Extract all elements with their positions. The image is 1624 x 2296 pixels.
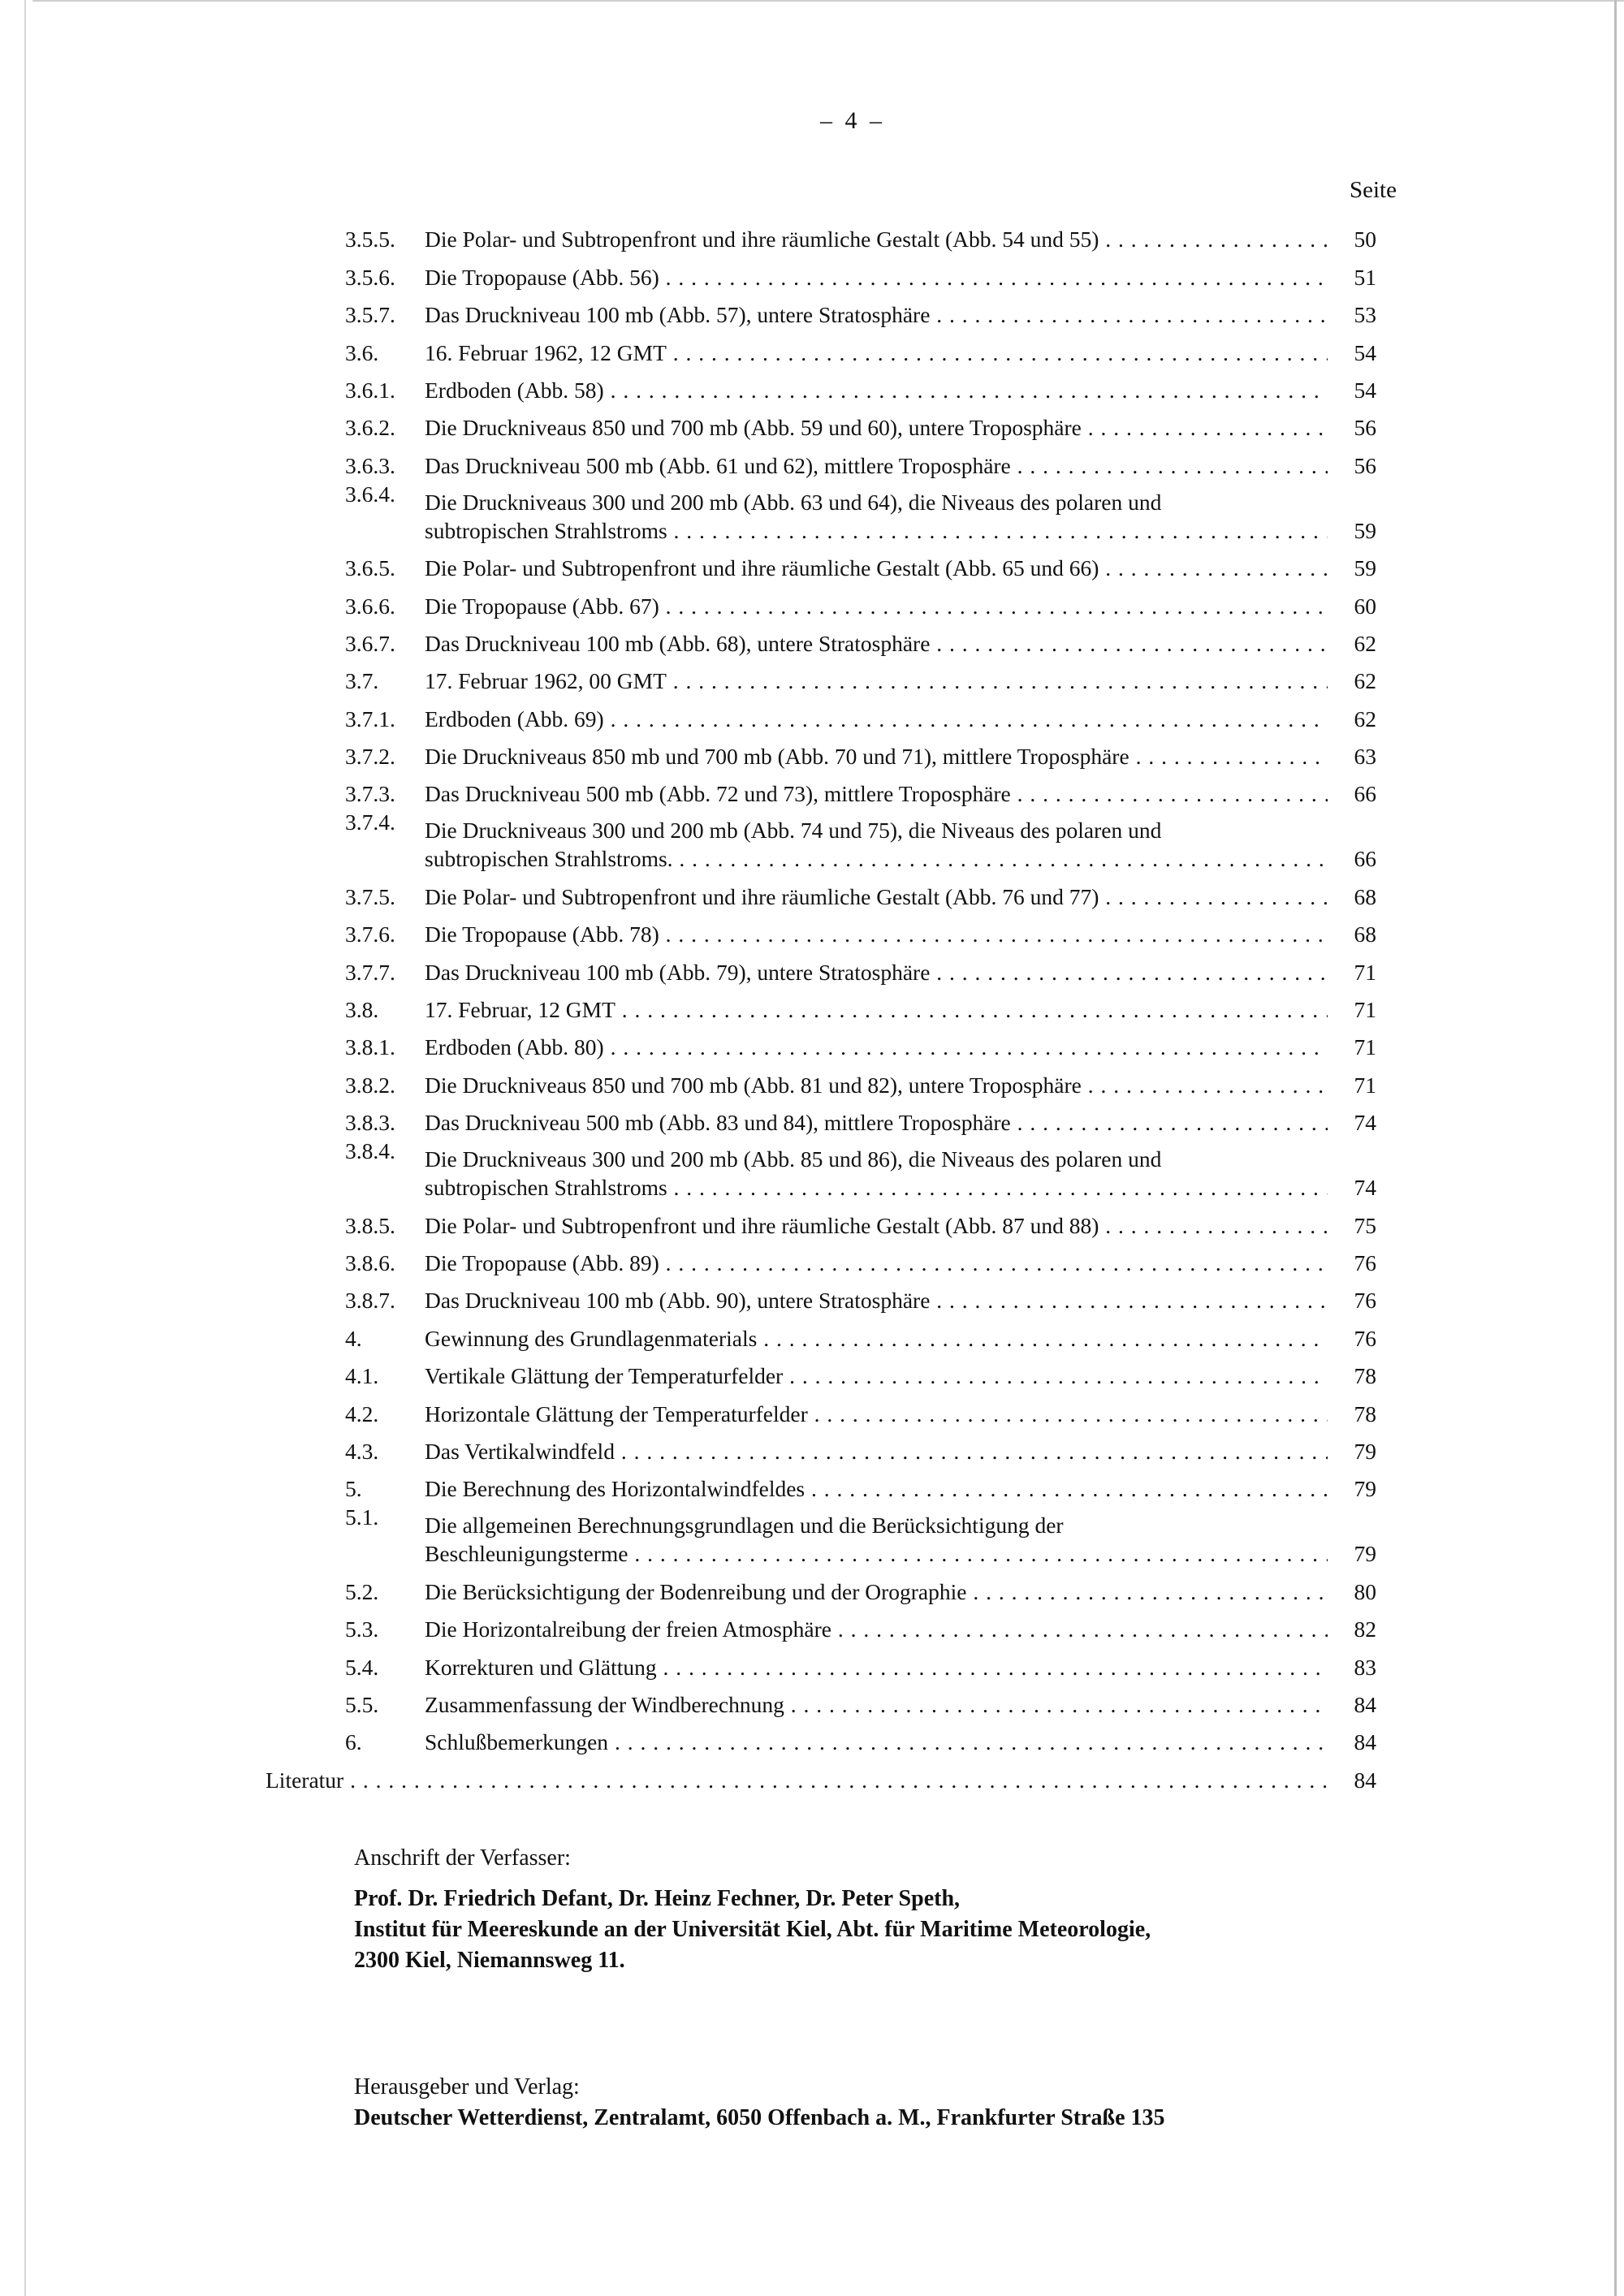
toc-entry-number: 3.6.3. xyxy=(345,452,395,478)
toc-entry-page: 54 xyxy=(1354,339,1376,365)
toc-entry-title-line1: Die Druckniveaus 300 und 200 mb (Abb. 63 und 64), die Niveaus des polaren und xyxy=(425,489,1162,515)
toc-entry xyxy=(345,658,1376,695)
toc-entry xyxy=(345,329,1376,366)
toc-entry-page: 75 xyxy=(1354,1212,1376,1238)
toc-entry-number: 4.2. xyxy=(345,1400,379,1426)
toc-entry-page: 84 xyxy=(1354,1729,1376,1755)
toc-entry-page: 79 xyxy=(1354,1438,1376,1464)
toc-entry-title-text: subtropischen Strahlstroms. . . . xyxy=(425,846,1328,871)
toc-entry-title xyxy=(425,1690,1328,1719)
toc-entry-title-text: Die Horizontalreibung der freien Atmosphäre . . . xyxy=(425,1616,1328,1642)
toc-entry xyxy=(345,442,1376,479)
address-street: 2300 Kiel, Niemannsweg 11. xyxy=(354,1948,625,1973)
address-authors: Prof. Dr. Friedrich Defant, Dr. Heinz Fechner, Dr. Peter Speth, xyxy=(354,1886,961,1911)
toc-entry-title xyxy=(266,1766,1328,1794)
toc-entry-number: 3.5.6. xyxy=(345,264,395,290)
publisher-info xyxy=(354,2072,1491,2134)
toc-entry-number: 3.8.4. xyxy=(345,1138,395,1164)
toc-entry xyxy=(345,733,1376,770)
toc-entry-title-text: Die Berücksichtigung der Bodenreibung und der Orographie . . . xyxy=(425,1579,1328,1604)
toc-entry xyxy=(345,582,1376,619)
author-address xyxy=(354,1843,1491,1976)
toc-entry xyxy=(345,480,1376,545)
toc-entry-page: 71 xyxy=(1354,1034,1376,1060)
toc-entry xyxy=(345,948,1376,986)
toc-entry xyxy=(345,808,1376,873)
toc-entry-title xyxy=(425,1108,1328,1137)
toc-entry-title-text: Das Druckniveau 100 mb (Abb. 79), untere Stratosphäre . . . xyxy=(425,960,1328,985)
toc-entry-title-text: Die Tropopause (Abb. 89) . . . xyxy=(425,1250,1328,1275)
toc-entry-number: 3.6.7. xyxy=(345,630,395,656)
toc-entry xyxy=(266,1756,1376,1793)
toc-entry-page: 78 xyxy=(1354,1363,1376,1389)
toc-entry-title xyxy=(425,376,1328,404)
toc-entry-number: 3.8.6. xyxy=(345,1249,395,1275)
toc-entry-page: 63 xyxy=(1354,744,1376,770)
scan-edge-top xyxy=(32,0,1624,2)
toc-entry-title-text: Die Polar- und Subtropenfront und ihre räumliche Gestalt (Abb. 54 und 55) . . . xyxy=(425,227,1328,252)
toc-entry-title xyxy=(425,592,1328,620)
toc-entry-title xyxy=(425,705,1328,733)
toc-entry xyxy=(345,1202,1376,1239)
toc-entry-title-text: Korrekturen und Glättung . . . xyxy=(425,1655,1328,1680)
toc-entry-title xyxy=(425,1728,1328,1756)
publisher-address: Deutscher Wetterdienst, Zentralamt, 6050 Offenbach a. M., Frankfurter Straße 135 xyxy=(354,2105,1165,2130)
toc-entry xyxy=(345,1314,1376,1352)
toc-entry xyxy=(345,1024,1376,1061)
toc-entry xyxy=(345,545,1376,582)
toc-entry-title-text: Das Druckniveau 100 mb (Abb. 57), untere Stratosphäre . . . xyxy=(425,302,1328,327)
toc-entry-title xyxy=(425,1362,1328,1390)
toc-entry-number: 3.8. xyxy=(345,997,379,1023)
toc-entry xyxy=(345,1099,1376,1137)
toc-entry-title xyxy=(425,1653,1328,1681)
toc-entry xyxy=(345,770,1376,808)
toc-entry-title xyxy=(425,995,1328,1024)
toc-entry-page: 54 xyxy=(1354,377,1376,403)
toc-entry-page: 74 xyxy=(1354,1175,1376,1201)
toc-entry xyxy=(345,873,1376,910)
toc-entry-title xyxy=(425,451,1328,480)
toc-entry-title xyxy=(425,1249,1328,1277)
toc-entry-number: 3.8.1. xyxy=(345,1034,395,1060)
toc-entry-number: 5. xyxy=(345,1476,362,1502)
toc-entry-title-text: Die Druckniveaus 850 und 700 mb (Abb. 59 und 60), untere Troposphäre . . . xyxy=(425,415,1328,440)
toc-entry xyxy=(345,1061,1376,1098)
toc-entry-number: 5.3. xyxy=(345,1616,379,1642)
toc-entry-page: 56 xyxy=(1354,415,1376,441)
toc-entry-title-text: Die Polar- und Subtropenfront und ihre räumliche Gestalt (Abb. 65 und 66) . . . xyxy=(425,555,1328,580)
toc-entry-page: 62 xyxy=(1354,706,1376,732)
toc-entry-title-text: Das Vertikalwindfeld . . . xyxy=(425,1439,1328,1464)
address-label: Anschrift der Verfasser: xyxy=(354,1845,571,1871)
toc-entry-title xyxy=(425,413,1328,442)
toc-entry-number: 3.6.2. xyxy=(345,415,395,441)
toc-entry-title xyxy=(425,629,1328,658)
scan-edge-left xyxy=(24,0,26,2296)
toc-entry-title xyxy=(425,1511,1328,1568)
toc-entry-number: 3.6.6. xyxy=(345,593,395,619)
toc-entry-title-text: subtropischen Strahlstroms . . . xyxy=(425,518,1328,543)
toc-entry-title xyxy=(425,1211,1328,1240)
toc-entry-number: 3.7.4. xyxy=(345,809,395,835)
toc-entry-title-line1: Die Druckniveaus 300 und 200 mb (Abb. 74 und 75), die Niveaus des polaren und xyxy=(425,818,1162,844)
toc-entry-title-text: Literatur . . . xyxy=(266,1767,1328,1793)
toc-entry-number: 6. xyxy=(345,1729,362,1755)
toc-entry-title xyxy=(425,1474,1328,1503)
toc-entry xyxy=(345,911,1376,948)
toc-entry-title-text: Beschleunigungsterme . . . xyxy=(425,1541,1328,1566)
toc-entry-page: 50 xyxy=(1354,227,1376,252)
toc-entry-title-line1: Die Druckniveaus 300 und 200 mb (Abb. 85 und 86), die Niveaus des polaren und xyxy=(425,1146,1162,1172)
toc-entry-title-text: Die Berechnung des Horizontalwindfeldes . . . xyxy=(425,1476,1328,1501)
toc-entry-page: 79 xyxy=(1354,1541,1376,1567)
toc-entry xyxy=(345,1568,1376,1605)
toc-entry-number: 4.1. xyxy=(345,1363,379,1389)
toc-entry-title xyxy=(425,1033,1328,1061)
toc-entry-number: 3.8.2. xyxy=(345,1072,395,1098)
toc-entry-title xyxy=(425,1577,1328,1606)
toc-entry-page: 78 xyxy=(1354,1400,1376,1426)
page-number: – 4 – xyxy=(820,107,885,134)
toc-entry xyxy=(345,1719,1376,1756)
toc-entry-number: 3.5.5. xyxy=(345,227,395,252)
toc-entry-title-text: Erdboden (Abb. 80) . . . xyxy=(425,1034,1328,1060)
table-of-contents xyxy=(266,216,1376,1794)
toc-entry-number: 3.7.1. xyxy=(345,706,395,732)
toc-entry-title-text: 16. Februar 1962, 12 GMT . . . xyxy=(425,340,1328,365)
toc-entry-title-text: Das Druckniveau 100 mb (Abb. 90), untere Stratosphäre . . . xyxy=(425,1288,1328,1313)
toc-entry-number: 3.7.3. xyxy=(345,781,395,807)
toc-entry-title xyxy=(425,1437,1328,1465)
toc-entry-title-text: Das Druckniveau 500 mb (Abb. 83 und 84), mittlere Troposphäre . . . xyxy=(425,1110,1328,1135)
toc-entry-title-text: Erdboden (Abb. 69) . . . xyxy=(425,706,1328,732)
toc-entry-page: 66 xyxy=(1354,846,1376,872)
toc-entry xyxy=(345,1606,1376,1643)
toc-entry-title-text: 17. Februar, 12 GMT . . . xyxy=(425,997,1328,1022)
toc-entry-number: 3.7.5. xyxy=(345,883,395,909)
toc-entry-title-text: 17. Februar 1962, 00 GMT . . . xyxy=(425,668,1328,693)
toc-entry-title xyxy=(425,1286,1328,1314)
scan-edge-right xyxy=(1614,0,1617,2296)
toc-entry-number: 3.7.7. xyxy=(345,959,395,985)
toc-entry-title-text: Gewinnung des Grundlagenmaterials . . . xyxy=(425,1326,1328,1351)
toc-entry-page: 79 xyxy=(1354,1476,1376,1502)
toc-entry-page: 62 xyxy=(1354,630,1376,656)
toc-entry-number: 3.6.1. xyxy=(345,377,395,403)
toc-entry-title xyxy=(425,779,1328,808)
toc-entry-number: 3.8.7. xyxy=(345,1288,395,1314)
toc-entry-title-text: Die Druckniveaus 850 mb und 700 mb (Abb. 70 und 71), mittlere Troposphäre . . . xyxy=(425,744,1328,769)
publisher-label: Herausgeber und Verlag: xyxy=(354,2074,580,2100)
toc-entry-number: 3.6.4. xyxy=(345,481,395,507)
toc-entry-number: 5.5. xyxy=(345,1691,379,1717)
toc-entry-title-line2 xyxy=(425,844,1328,873)
toc-entry-title xyxy=(425,667,1328,695)
toc-entry-title-text: Die Polar- und Subtropenfront und ihre räumliche Gestalt (Abb. 87 und 88) . . . xyxy=(425,1213,1328,1238)
toc-entry xyxy=(345,986,1376,1024)
toc-entry-page: 84 xyxy=(1354,1767,1376,1793)
toc-entry-title-text: Horizontale Glättung der Temperaturfelder . . . xyxy=(425,1401,1328,1426)
toc-entry-title-text: subtropischen Strahlstroms . . . xyxy=(425,1175,1328,1200)
toc-entry-title xyxy=(425,1324,1328,1353)
toc-entry-title-text: Schlußbemerkungen . . . xyxy=(425,1729,1328,1754)
page-column-header: Seite xyxy=(1350,177,1397,203)
toc-entry-title-text: Das Druckniveau 500 mb (Abb. 61 und 62), mittlere Troposphäre . . . xyxy=(425,453,1328,478)
toc-entry-number: 3.5.7. xyxy=(345,302,395,328)
toc-entry xyxy=(345,1465,1376,1503)
toc-entry-title-line2 xyxy=(425,1173,1328,1202)
toc-entry xyxy=(345,253,1376,291)
toc-entry xyxy=(345,1137,1376,1202)
toc-entry-title xyxy=(425,920,1328,948)
toc-entry xyxy=(345,291,1376,329)
toc-entry-title-text: Zusammenfassung der Windberechnung . . . xyxy=(425,1692,1328,1717)
toc-entry-number: 3.8.3. xyxy=(345,1110,395,1136)
toc-entry-title xyxy=(425,554,1328,582)
toc-entry-page: 76 xyxy=(1354,1325,1376,1351)
toc-entry-page: 68 xyxy=(1354,883,1376,909)
toc-entry-page: 60 xyxy=(1354,593,1376,619)
toc-entry-title xyxy=(425,742,1328,770)
toc-entry-page: 71 xyxy=(1354,997,1376,1023)
toc-entry-page: 74 xyxy=(1354,1110,1376,1136)
toc-entry-number: 3.8.5. xyxy=(345,1212,395,1238)
toc-entry-title xyxy=(425,263,1328,291)
toc-entry xyxy=(345,1428,1376,1465)
toc-entry-title-text: Das Druckniveau 500 mb (Abb. 72 und 73), mittlere Troposphäre . . . xyxy=(425,781,1328,806)
toc-entry-title-line2 xyxy=(425,1539,1328,1568)
toc-entry xyxy=(345,1643,1376,1681)
toc-entry-title-text: Die Tropopause (Abb. 56) . . . xyxy=(425,265,1328,290)
toc-entry-number: 3.7.6. xyxy=(345,921,395,947)
toc-entry-page: 68 xyxy=(1354,921,1376,947)
toc-entry-title xyxy=(425,488,1328,545)
toc-entry xyxy=(345,620,1376,658)
toc-entry-page: 66 xyxy=(1354,781,1376,807)
toc-entry-page: 71 xyxy=(1354,1072,1376,1098)
toc-entry-page: 76 xyxy=(1354,1288,1376,1314)
toc-entry-page: 62 xyxy=(1354,668,1376,694)
toc-entry-title-text: Erdboden (Abb. 58) . . . xyxy=(425,378,1328,403)
toc-entry-number: 3.6.5. xyxy=(345,555,395,581)
toc-entry xyxy=(345,404,1376,442)
toc-entry-page: 56 xyxy=(1354,452,1376,478)
toc-entry-number: 3.7.2. xyxy=(345,744,395,770)
toc-entry-title xyxy=(425,1400,1328,1428)
toc-entry-page: 71 xyxy=(1354,959,1376,985)
toc-entry xyxy=(345,1353,1376,1390)
toc-entry-title xyxy=(425,339,1328,367)
toc-entry-number: 3.7. xyxy=(345,668,379,694)
toc-entry xyxy=(345,1277,1376,1314)
toc-entry-title xyxy=(425,958,1328,986)
toc-entry-page: 80 xyxy=(1354,1578,1376,1604)
address-institute: Institut für Meereskunde an der Universität Kiel, Abt. für Maritime Meteorologie, xyxy=(354,1917,1151,1942)
toc-entry-number: 5.2. xyxy=(345,1578,379,1604)
toc-entry xyxy=(345,1681,1376,1719)
toc-entry-title-text: Das Druckniveau 100 mb (Abb. 68), untere Stratosphäre . . . xyxy=(425,631,1328,656)
toc-entry-title-text: Die Tropopause (Abb. 67) . . . xyxy=(425,593,1328,619)
toc-entry-page: 76 xyxy=(1354,1249,1376,1275)
toc-entry-number: 3.6. xyxy=(345,339,379,365)
toc-entry xyxy=(345,1503,1376,1568)
toc-entry xyxy=(345,216,1376,253)
toc-entry-number: 5.4. xyxy=(345,1654,379,1680)
toc-entry-title-text: Die Polar- und Subtropenfront und ihre räumliche Gestalt (Abb. 76 und 77) . . . xyxy=(425,884,1328,909)
toc-entry-title-line2 xyxy=(425,516,1328,545)
toc-entry-number: 4.3. xyxy=(345,1438,379,1464)
toc-entry-title xyxy=(425,816,1328,873)
toc-entry-title-text: Vertikale Glättung der Temperaturfelder . . . xyxy=(425,1363,1328,1388)
toc-entry-title xyxy=(425,300,1328,329)
toc-entry-title xyxy=(425,1145,1328,1202)
toc-entry-page: 53 xyxy=(1354,302,1376,328)
toc-entry-title xyxy=(425,225,1328,253)
toc-entry-title xyxy=(425,1071,1328,1099)
toc-entry-number: 5.1. xyxy=(345,1504,379,1530)
toc-entry-title-text: Die Druckniveaus 850 und 700 mb (Abb. 81 und 82), untere Troposphäre . . . xyxy=(425,1072,1328,1098)
toc-entry xyxy=(345,1240,1376,1277)
toc-entry xyxy=(345,1390,1376,1427)
toc-entry-page: 82 xyxy=(1354,1616,1376,1642)
toc-entry-page: 59 xyxy=(1354,517,1376,543)
toc-entry xyxy=(345,367,1376,404)
toc-entry xyxy=(345,695,1376,732)
toc-entry-page: 83 xyxy=(1354,1654,1376,1680)
toc-entry-number: 4. xyxy=(345,1325,362,1351)
toc-entry-title-text: Die Tropopause (Abb. 78) . . . xyxy=(425,921,1328,947)
toc-entry-page: 84 xyxy=(1354,1691,1376,1717)
toc-entry-page: 51 xyxy=(1354,264,1376,290)
toc-entry-title xyxy=(425,883,1328,911)
toc-entry-page: 59 xyxy=(1354,555,1376,581)
toc-entry-title xyxy=(425,1615,1328,1643)
toc-entry-title-line1: Die allgemeinen Berechnungsgrundlagen und die Berücksichtigung der xyxy=(425,1513,1064,1539)
